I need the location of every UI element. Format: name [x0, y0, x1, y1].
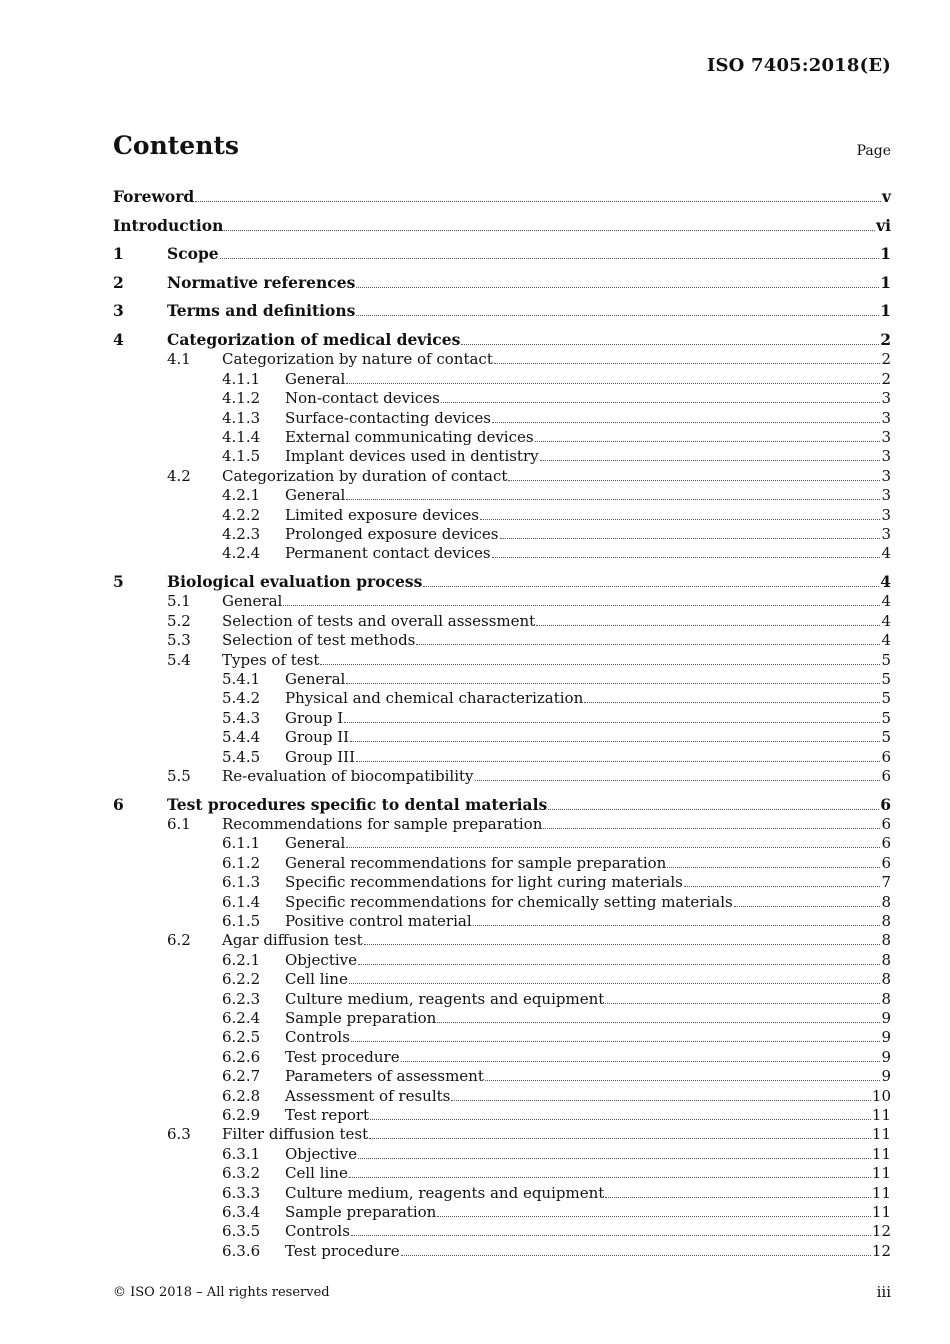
toc-entry-title: Categorization of medical devices	[167, 330, 461, 349]
toc-entry-page: 4	[880, 572, 891, 591]
toc-dot-leader	[667, 867, 880, 868]
toc-dot-leader	[224, 230, 875, 231]
toc-entry[interactable]	[113, 571, 891, 591]
toc-dot-leader	[346, 847, 880, 848]
toc-entry-page: 11	[871, 1203, 891, 1221]
toc-dot-leader	[584, 702, 880, 703]
toc-dot-leader	[346, 383, 880, 384]
toc-entry[interactable]	[113, 871, 891, 891]
toc-dot-leader	[475, 780, 881, 781]
toc-entry-number: 4.1.1	[222, 369, 261, 388]
toc-entry[interactable]	[113, 465, 891, 485]
toc-entry-page: 6	[880, 794, 891, 814]
toc-entry-number: 2	[113, 272, 124, 292]
toc-entry-number: 6.3.3	[222, 1183, 261, 1202]
toc-dot-leader	[441, 402, 881, 403]
toc-entry[interactable]	[113, 348, 891, 368]
toc-entry-page: 3	[881, 428, 891, 446]
toc-entry-title: Introduction	[113, 215, 224, 235]
toc-entry-number: 4	[113, 330, 124, 349]
toc-entry-page: 3	[881, 389, 891, 408]
toc-entry-page: 1	[880, 272, 891, 292]
toc-entry-page: 8	[881, 892, 891, 911]
toc-entry-title: Non-contact devices	[285, 389, 440, 408]
toc-entry-number: 5.4.4	[222, 728, 261, 747]
toc-dot-leader	[356, 315, 879, 316]
toc-entry[interactable]	[113, 668, 891, 688]
toc-entry-page: 8	[881, 989, 891, 1008]
toc-entry-title: General	[285, 486, 346, 505]
toc-dot-leader	[351, 1235, 871, 1236]
toc-entry-title: Controls	[285, 1028, 350, 1047]
toc-entry-title: Positive control material	[285, 912, 472, 930]
toc-entry-number: 6.2	[167, 931, 191, 950]
toc-dot-leader	[492, 557, 881, 558]
toc-dot-leader	[473, 925, 881, 926]
toc-entry-number: 6.1.5	[222, 912, 261, 930]
toc-dot-leader	[500, 538, 881, 539]
toc-entry-title: Normative references	[167, 272, 356, 292]
toc-entry[interactable]	[113, 1143, 891, 1163]
toc-entry-title: Scope	[167, 244, 219, 264]
toc-entry-number: 6.1.3	[222, 873, 261, 892]
toc-entry-title: Group I	[285, 708, 344, 727]
toc-dot-leader	[437, 1022, 880, 1023]
toc-entry-number: 4.2.3	[222, 525, 261, 543]
toc-entry[interactable]	[113, 445, 891, 465]
toc-entry-page: 3	[881, 408, 891, 427]
toc-entry-number: 5.4.1	[222, 670, 261, 688]
toc-entry-title: Categorization by nature of contact	[222, 350, 493, 369]
toc-entry-title: Implant devices used in dentistry	[285, 447, 539, 466]
toc-entry-title: Test procedure	[285, 1241, 400, 1260]
toc-entry-number: 4.2.1	[222, 486, 261, 505]
toc-entry-page: 11	[871, 1106, 891, 1124]
toc-entry-title: External communicating devices	[285, 428, 534, 446]
toc-entry-number: 4.1.5	[222, 447, 261, 466]
toc-entry[interactable]	[113, 523, 891, 543]
toc-entry[interactable]	[113, 368, 891, 388]
toc-entry[interactable]	[113, 687, 891, 707]
toc-dot-leader	[480, 519, 881, 520]
toc-entry-title: Types of test	[222, 650, 320, 669]
toc-entry[interactable]	[113, 968, 891, 988]
toc-entry-title: Culture medium, reagents and equipment	[285, 1183, 605, 1202]
toc-dot-leader	[485, 1080, 881, 1081]
toc-dot-leader	[356, 287, 879, 288]
toc-entry[interactable]	[113, 1182, 891, 1202]
toc-entry[interactable]	[113, 387, 891, 407]
toc-dot-leader	[437, 1216, 871, 1217]
toc-entry-title: General	[285, 369, 346, 388]
toc-entry-title: Cell line	[285, 1164, 348, 1183]
toc-entry-page: 9	[881, 1009, 891, 1027]
toc-entry[interactable]	[113, 215, 891, 235]
toc-entry-number: 6.1.2	[222, 853, 261, 872]
toc-dot-leader	[543, 828, 880, 829]
toc-entry[interactable]	[113, 426, 891, 446]
toc-dot-leader	[605, 1003, 880, 1004]
toc-entry-number: 6.3	[167, 1125, 191, 1144]
toc-entry-page: 5	[881, 670, 891, 688]
toc-entry-page: 9	[881, 1047, 891, 1066]
toc-entry-page: 9	[881, 1028, 891, 1047]
toc-entry-number: 6.3.2	[222, 1164, 261, 1183]
toc-entry-page: 3	[881, 486, 891, 505]
document-id: ISO 7405:2018(E)	[706, 55, 891, 76]
toc-dot-leader	[356, 761, 880, 762]
toc-entry-number: 5.4	[167, 650, 191, 669]
toc-entry-page: 8	[881, 912, 891, 930]
toc-entry-page: 3	[881, 505, 891, 524]
toc-entry-number: 6.2.6	[222, 1047, 261, 1066]
toc-entry-page: 3	[881, 447, 891, 466]
toc-entry-title: Test procedure	[285, 1047, 400, 1066]
toc-entry-title: Recommendations for sample preparation	[222, 815, 543, 833]
toc-dot-leader	[349, 983, 881, 984]
toc-entry[interactable]	[113, 1123, 891, 1143]
toc-entry-title: Foreword	[113, 187, 195, 206]
toc-entry-number: 5.3	[167, 631, 191, 650]
toc-entry-number: 5.4.3	[222, 708, 261, 727]
toc-entry[interactable]	[113, 1085, 891, 1105]
toc-entry-title: Cell line	[285, 970, 348, 989]
toc-entry[interactable]	[113, 610, 891, 630]
toc-entry[interactable]	[113, 629, 891, 649]
toc-entry-title: Parameters of assessment	[285, 1067, 484, 1086]
toc-entry-page: 2	[880, 330, 891, 349]
toc-entry-number: 5.4.5	[222, 747, 261, 766]
toc-entry-page: 4	[881, 544, 891, 563]
toc-entry-number: 5.2	[167, 611, 191, 630]
toc-entry-page: v	[881, 187, 891, 206]
toc-entry[interactable]	[113, 186, 891, 206]
toc-entry[interactable]	[113, 542, 891, 562]
toc-entry-number: 3	[113, 301, 124, 321]
toc-entry-title: Assessment of results	[285, 1086, 451, 1105]
toc-entry-number: 4.2.4	[222, 544, 261, 563]
toc-entry-number: 6.1.4	[222, 892, 261, 911]
toc-dot-leader	[351, 1041, 881, 1042]
toc-entry-title: Filter diffusion test	[222, 1125, 369, 1144]
toc-entry-title: Physical and chemical characterization	[285, 689, 584, 708]
toc-entry-page: 1	[880, 301, 891, 321]
toc-entry-number: 4.2.2	[222, 505, 261, 524]
toc-entry[interactable]	[113, 1046, 891, 1066]
toc-entry-number: 5	[113, 572, 124, 591]
toc-entry-title: General	[222, 592, 283, 611]
toc-dot-leader	[346, 683, 880, 684]
toc-entry-title: Sample preparation	[285, 1009, 437, 1027]
toc-entry-page: 3	[881, 525, 891, 543]
toc-entry-title: Surface-contacting devices	[285, 408, 491, 427]
toc-entry-number: 6.2.5	[222, 1028, 261, 1047]
toc-entry-number: 4.1.3	[222, 408, 261, 427]
toc-entry[interactable]	[113, 272, 891, 292]
toc-entry-title: Culture medium, reagents and equipment	[285, 989, 605, 1008]
toc-dot-leader	[416, 644, 880, 645]
toc-entry[interactable]	[113, 1104, 891, 1124]
toc-entry[interactable]	[113, 910, 891, 930]
contents-title: Contents	[113, 131, 240, 160]
toc-dot-leader	[548, 809, 879, 810]
toc-entry-number: 6.2.1	[222, 950, 261, 969]
toc-entry[interactable]	[113, 1240, 891, 1260]
toc-dot-leader	[349, 1177, 871, 1178]
toc-entry-title: Terms and definitions	[167, 301, 356, 321]
toc-entry-page: 6	[881, 767, 891, 785]
footer-page-number: iii	[876, 1283, 891, 1301]
toc-entry-number: 6.2.4	[222, 1009, 261, 1027]
toc-entry-number: 6.3.6	[222, 1241, 261, 1260]
toc-entry-page: 11	[871, 1183, 891, 1202]
toc-entry-number: 4.1	[167, 350, 191, 369]
toc-entry[interactable]	[113, 707, 891, 727]
toc-entry-number: 4.1.4	[222, 428, 261, 446]
toc-dot-leader	[220, 258, 880, 259]
footer-copyright: © ISO 2018 – All rights reserved	[113, 1285, 330, 1300]
toc-dot-leader	[494, 363, 881, 364]
toc-entry[interactable]	[113, 949, 891, 969]
toc-entry-page: 11	[871, 1144, 891, 1163]
toc-entry-page: 6	[881, 747, 891, 766]
toc-entry-page: 5	[881, 728, 891, 747]
toc-dot-leader	[461, 344, 879, 345]
toc-entry-page: vi	[876, 215, 891, 235]
toc-entry[interactable]	[113, 765, 891, 785]
toc-entry-title: Specific recommendations for chemically setting materials	[285, 892, 733, 911]
toc-entry-page: 6	[881, 815, 891, 833]
toc-entry-page: 10	[871, 1086, 891, 1105]
toc-entry[interactable]	[113, 929, 891, 949]
toc-dot-leader	[508, 480, 880, 481]
toc-entry-page: 4	[881, 611, 891, 630]
toc-entry-title: Sample preparation	[285, 1203, 437, 1221]
toc-dot-leader	[535, 441, 881, 442]
toc-dot-leader	[364, 944, 881, 945]
toc-entry-title: Test procedures specific to dental materials	[167, 794, 548, 814]
toc-entry[interactable]	[113, 504, 891, 524]
toc-entry-page: 8	[881, 950, 891, 969]
toc-entry[interactable]	[113, 407, 891, 427]
toc-entry-title: Biological evaluation process	[167, 572, 423, 591]
toc-dot-leader	[540, 460, 881, 461]
toc-entry-title: Agar diffusion test	[222, 931, 363, 950]
toc-entry[interactable]	[113, 329, 891, 349]
toc-entry-page: 6	[881, 834, 891, 853]
toc-dot-leader	[195, 201, 881, 202]
toc-dot-leader	[358, 964, 880, 965]
toc-entry-number: 6.2.7	[222, 1067, 261, 1086]
toc-entry-page: 1	[880, 244, 891, 264]
toc-entry-page: 11	[871, 1125, 891, 1144]
toc-entry-page: 12	[871, 1222, 891, 1241]
toc-entry[interactable]	[113, 832, 891, 852]
toc-entry[interactable]	[113, 243, 891, 263]
toc-entry[interactable]	[113, 746, 891, 766]
toc-entry-number: 5.5	[167, 767, 191, 785]
toc-entry-number: 4.2	[167, 466, 191, 485]
toc-dot-leader	[734, 906, 881, 907]
toc-entry-page: 3	[881, 466, 891, 485]
toc-entry[interactable]	[113, 794, 891, 814]
toc-entry[interactable]	[113, 300, 891, 320]
toc-entry-title: Re-evaluation of biocompatibility	[222, 767, 474, 785]
toc-entry[interactable]	[113, 1007, 891, 1027]
toc-entry-page: 2	[881, 369, 891, 388]
toc-entry-title: Selection of tests and overall assessment	[222, 611, 536, 630]
toc-entry-number: 6.3.1	[222, 1144, 261, 1163]
toc-entry-number: 6.2.3	[222, 989, 261, 1008]
toc-entry[interactable]	[113, 484, 891, 504]
toc-entry-title: Group II	[285, 728, 350, 747]
toc-entry-page: 5	[881, 689, 891, 708]
toc-entry-title: Objective	[285, 1144, 358, 1163]
toc-entry-page: 12	[871, 1241, 891, 1260]
toc-dot-leader	[684, 886, 881, 887]
toc-entry-title: Permanent contact devices	[285, 544, 491, 563]
toc-dot-leader	[320, 664, 880, 665]
toc-entry-number: 6.1.1	[222, 834, 261, 853]
toc-dot-leader	[451, 1100, 871, 1101]
toc-dot-leader	[492, 422, 880, 423]
toc-dot-leader	[536, 625, 880, 626]
toc-entry-page: 6	[881, 853, 891, 872]
toc-entry[interactable]	[113, 852, 891, 872]
toc-entry-title: General	[285, 670, 346, 688]
toc-entry-number: 6	[113, 794, 124, 814]
toc-entry-title: Specific recommendations for light curing materials	[285, 873, 683, 892]
toc-entry-number: 6.1	[167, 815, 191, 833]
toc-entry-number: 6.3.4	[222, 1203, 261, 1221]
toc-entry-title: General recommendations for sample preparation	[285, 853, 667, 872]
toc-entry-page: 4	[881, 631, 891, 650]
toc-dot-leader	[401, 1255, 871, 1256]
toc-entry-title: Categorization by duration of contact	[222, 466, 508, 485]
toc-entry[interactable]	[113, 988, 891, 1008]
toc-entry[interactable]	[113, 1220, 891, 1240]
toc-entry[interactable]	[113, 1162, 891, 1182]
page-column-label: Page	[856, 143, 891, 159]
toc-entry[interactable]	[113, 1026, 891, 1046]
toc-entry-title: General	[285, 834, 346, 853]
toc-entry[interactable]	[113, 891, 891, 911]
toc-entry-number: 5.1	[167, 592, 191, 611]
toc-entry-page: 7	[881, 873, 891, 892]
toc-entry[interactable]	[113, 1201, 891, 1221]
toc-entry-page: 5	[881, 708, 891, 727]
toc-entry-page: 8	[881, 931, 891, 950]
toc-entry-title: Objective	[285, 950, 358, 969]
toc-entry-number: 4.1.2	[222, 389, 261, 408]
toc-dot-leader	[283, 605, 880, 606]
toc-dot-leader	[344, 722, 880, 723]
toc-dot-leader	[370, 1119, 871, 1120]
toc-dot-leader	[346, 499, 880, 500]
toc-entry[interactable]	[113, 813, 891, 833]
toc-entry-page: 5	[881, 650, 891, 669]
toc-dot-leader	[605, 1197, 871, 1198]
toc-entry-page: 8	[881, 970, 891, 989]
toc-entry-title: Selection of test methods	[222, 631, 416, 650]
toc-entry-number: 6.2.9	[222, 1106, 261, 1124]
toc-entry-page: 2	[881, 350, 891, 369]
toc-entry-title: Group III	[285, 747, 355, 766]
toc-entry[interactable]	[113, 590, 891, 610]
toc-entry-page: 11	[871, 1164, 891, 1183]
toc-entry-number: 6.3.5	[222, 1222, 261, 1241]
toc-entry[interactable]	[113, 726, 891, 746]
toc-entry-page: 4	[881, 592, 891, 611]
toc-entry-number: 6.2.8	[222, 1086, 261, 1105]
toc-entry-title: Limited exposure devices	[285, 505, 479, 524]
toc-dot-leader	[350, 741, 880, 742]
toc-dot-leader	[401, 1061, 881, 1062]
toc-dot-leader	[369, 1138, 871, 1139]
toc-entry-title: Prolonged exposure devices	[285, 525, 499, 543]
toc-dot-leader	[358, 1158, 871, 1159]
toc-entry-page: 9	[881, 1067, 891, 1086]
toc-entry-title: Test report	[285, 1106, 370, 1124]
toc-entry[interactable]	[113, 1065, 891, 1085]
toc-entry-title: Controls	[285, 1222, 350, 1241]
toc-entry-number: 1	[113, 244, 124, 264]
toc-entry-number: 6.2.2	[222, 970, 261, 989]
toc-entry-number: 5.4.2	[222, 689, 261, 708]
toc-dot-leader	[423, 586, 879, 587]
toc-entry[interactable]	[113, 649, 891, 669]
